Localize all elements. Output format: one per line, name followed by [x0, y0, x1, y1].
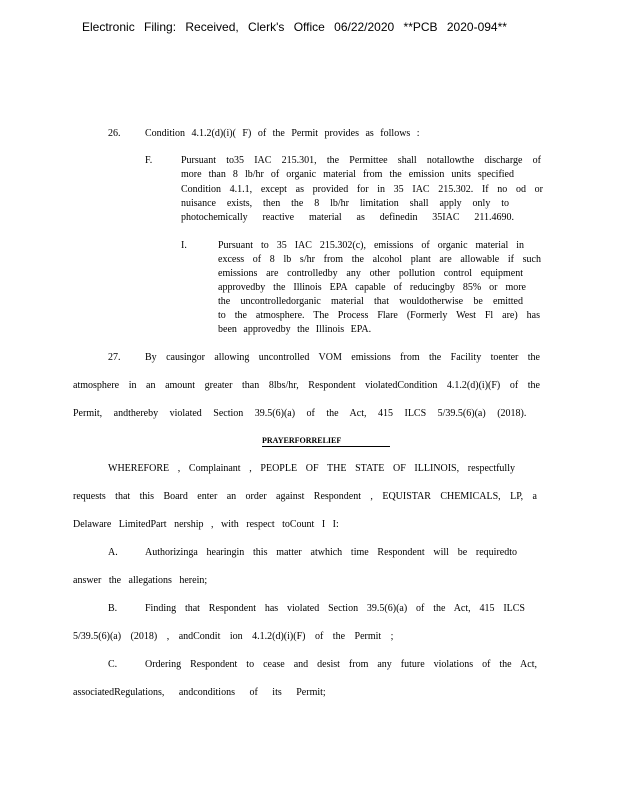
- item-f-line: nuisance exists, then the 8 lb/hr limitation shall apply only to: [181, 198, 509, 209]
- item-i-line: excess of 8 lb s/hr from the alcohol plant are allowable if such: [218, 254, 541, 265]
- paragraph-line: atmosphere in an amount greater than 8lbs/hr, Respondent violatedCondition 4.1.2(d)(i)(F) of the: [73, 380, 540, 391]
- paragraph-line: Permit, andthereby violated Section 39.5(6)(a) of the Act, 415 ILCS 5/39.5(6)(a) (2018).: [73, 408, 527, 419]
- relief-item-line: associatedRegulations, andconditions of its Permit;: [73, 687, 326, 698]
- item-f-line: more than 8 lb/hr of organic material from the emission units specified: [181, 169, 514, 180]
- item-label: F.: [145, 155, 153, 166]
- item-i-line: approvedby the Illinois EPA capable of reducingby 85% or more: [218, 282, 526, 293]
- prayer-line: requests that this Board enter an order against Respondent , EQUISTAR CHEMICALS, LP, a: [73, 491, 537, 502]
- relief-item-line: answer the allegations herein;: [73, 575, 208, 586]
- section-title: PRAYERFORRELIEF: [262, 436, 390, 447]
- relief-item-line: 5/39.5(6)(a) (2018) , andCondit ion 4.1.2(d)(i)(F) of the Permit ;: [73, 631, 394, 642]
- paragraph-number: 26.: [108, 128, 121, 139]
- relief-item-line: Authorizinga hearingin this matter atwhich time Respondent will be requiredto: [145, 547, 517, 558]
- paragraph-text: Condition 4.1.2(d)(i)( F) of the Permit provides as follows :: [145, 128, 420, 139]
- item-f-line: photochemically reactive material as definedin 35IAC 211.4690.: [181, 212, 514, 223]
- item-f-line: Condition 4.1.1, except as provided for in 35 IAC 215.302. If no od or: [181, 184, 543, 195]
- item-i-line: Pursuant to 35 IAC 215.302(c), emissions of organic material in: [218, 240, 524, 251]
- relief-item-line: Finding that Respondent has violated Section 39.5(6)(a) of the Act, 415 ILCS: [145, 603, 525, 614]
- relief-item-label: A.: [108, 547, 118, 558]
- item-i-line: emissions are controlledby any other pollution control equipment: [218, 268, 523, 279]
- filing-header: Electronic Filing: Received, Clerk's Office 06/22/2020 **PCB 2020-094**: [82, 20, 507, 34]
- prayer-line: Delaware LimitedPart nership , with respect toCount I I:: [73, 519, 339, 530]
- relief-item-label: C.: [108, 659, 118, 670]
- item-label: I.: [181, 240, 187, 251]
- prayer-line: WHEREFORE , Complainant , PEOPLE OF THE STATE OF ILLINOIS, respectfully: [108, 463, 515, 474]
- paragraph-line: By causingor allowing uncontrolled VOM emissions from the Facility toenter the: [145, 352, 540, 363]
- item-i-line: the uncontrolledorganic material that wouldotherwise be emitted: [218, 296, 523, 307]
- item-i-line: to the atmosphere. The Process Flare (Formerly West Fl are) has: [218, 310, 540, 321]
- item-i-line: been approvedby the Illinois EPA.: [218, 324, 372, 335]
- item-f-line: Pursuant to35 IAC 215.301, the Permittee shall notallowthe discharge of: [181, 155, 541, 166]
- paragraph-number: 27.: [108, 352, 121, 363]
- relief-item-label: B.: [108, 603, 118, 614]
- relief-item-line: Ordering Respondent to cease and desist from any future violations of the Act,: [145, 659, 537, 670]
